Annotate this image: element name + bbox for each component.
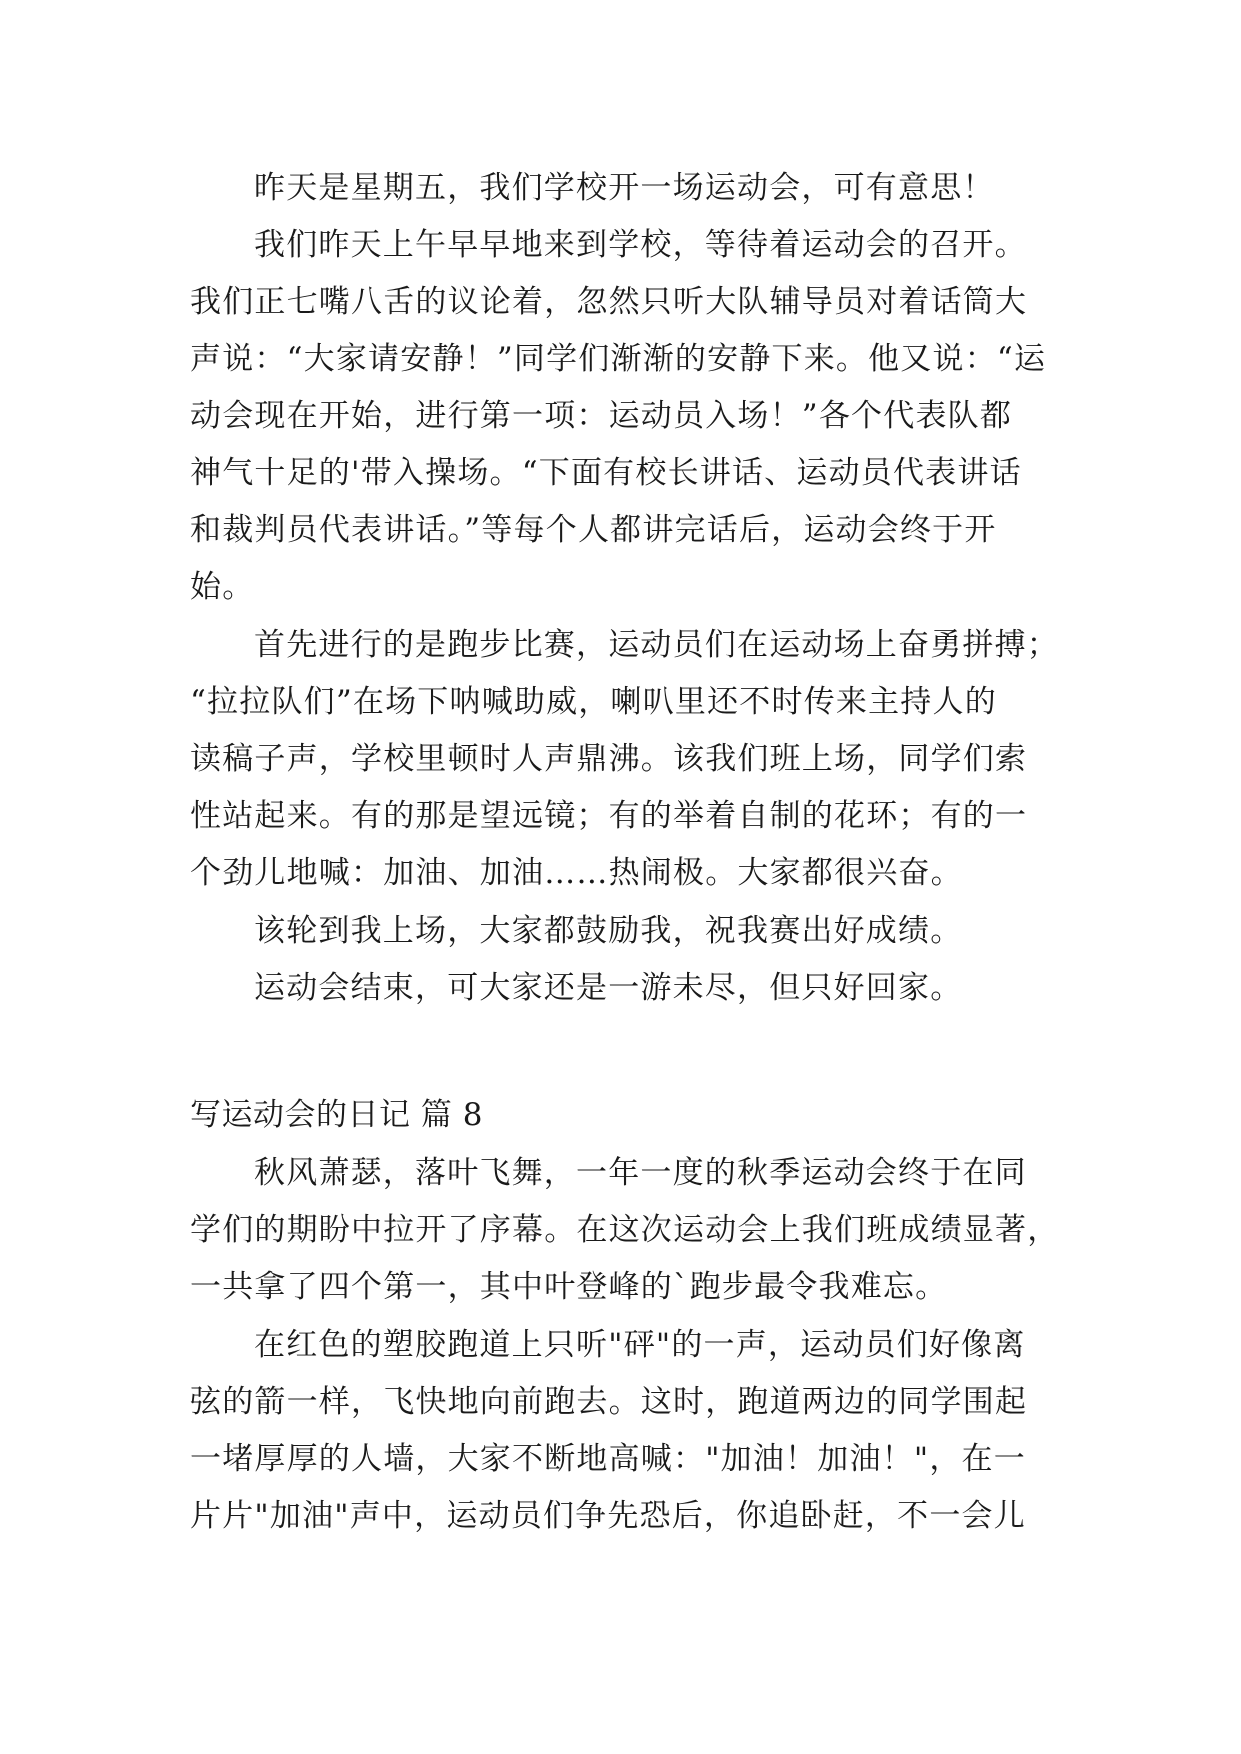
- text-line: 个劲儿地喊：加油、加油……热闹极。大家都很兴奋。: [190, 855, 963, 891]
- text-line: 始。: [190, 569, 255, 605]
- text-line: 和裁判员代表讲话。”等每个人都讲完话后，运动会终于开: [190, 512, 997, 548]
- text-line: 弦的箭一样，飞快地向前跑去。这时，跑道两边的同学围起: [190, 1384, 1028, 1420]
- text-line: 我们昨天上午早早地来到学校，等待着运动会的召开。: [254, 227, 1027, 263]
- text-line: 一共拿了四个第一，其中叶登峰的`跑步最令我难忘。: [190, 1269, 948, 1305]
- text-line: 片片"加油"声中，运动员们争先恐后，你追卧赶，不一会儿: [190, 1498, 1026, 1534]
- text-line: 动会现在开始，进行第一项：运动员入场！”各个代表队都: [190, 398, 1013, 434]
- text-line: 性站起来。有的那是望远镜；有的举着自制的花环；有的一: [190, 798, 1028, 834]
- text-line: 读稿子声，学校里顿时人声鼎沸。该我们班上场，同学们索: [190, 741, 1028, 777]
- text-line: 学们的期盼中拉开了序幕。在这次运动会上我们班成绩显著，: [190, 1212, 1060, 1248]
- text-line: 我们正七嘴八舌的议论着，忽然只听大队辅导员对着话筒大: [190, 284, 1028, 320]
- text-line: 神气十足的'带入操场。“下面有校长讲话、运动员代表讲话: [190, 455, 1022, 491]
- text-line: 在红色的塑胶跑道上只听"砰"的一声，运动员们好像离: [254, 1327, 1026, 1363]
- text-line: 运动会结束，可大家还是一游未尽，但只好回家。: [254, 970, 963, 1006]
- text-line: 昨天是星期五，我们学校开一场运动会，可有意思！: [254, 170, 995, 206]
- text-line: 该轮到我上场，大家都鼓励我，祝我赛出好成绩。: [254, 913, 963, 949]
- text-line: “拉拉队们”在场下呐喊助威，喇叭里还不时传来主持人的: [190, 684, 997, 720]
- text-line: 声说：“大家请安静！”同学们渐渐的安静下来。他又说：“运: [190, 341, 1047, 377]
- section-heading: 写运动会的日记 篇 8: [190, 1097, 483, 1133]
- text-line: 首先进行的是跑步比赛，运动员们在运动场上奋勇拼搏；: [254, 627, 1059, 663]
- text-line: 一堵厚厚的人墙，大家不断地高喊："加油！加油！"，在一: [190, 1441, 1026, 1477]
- text-line: 秋风萧瑟，落叶飞舞，一年一度的秋季运动会终于在同: [254, 1155, 1027, 1191]
